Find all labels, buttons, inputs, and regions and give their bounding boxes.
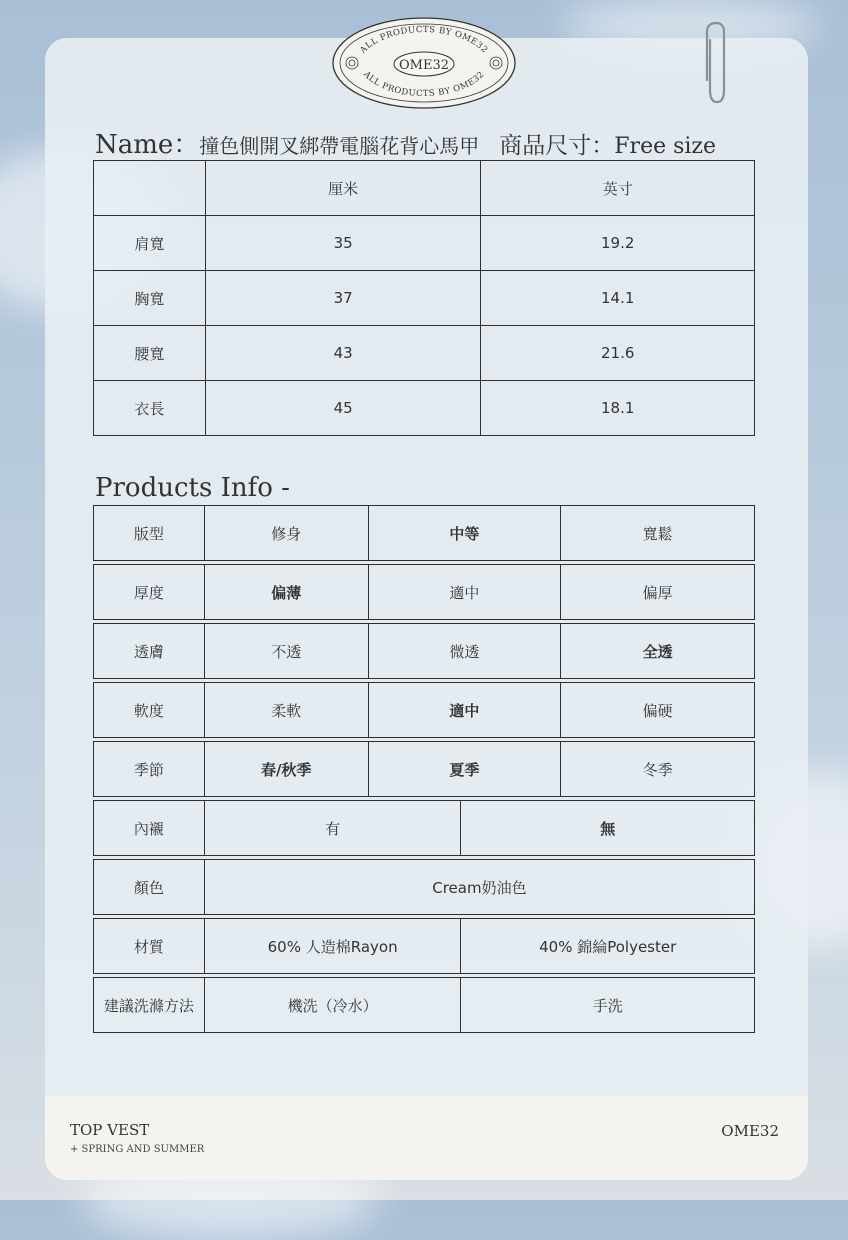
size-label: 商品尺寸：: [499, 133, 615, 159]
info-option: 60% 人造棉Rayon: [204, 919, 461, 974]
footer-title: TOP VEST: [70, 1121, 150, 1139]
info-option: Cream奶油色: [204, 860, 754, 915]
info-option-selected: 全透: [561, 624, 755, 679]
badge-center-text: OME32: [398, 58, 450, 73]
info-label: 建議洗滌方法: [94, 978, 205, 1033]
info-row-color: [93, 859, 755, 915]
table-row: [94, 326, 755, 381]
info-option: 不透: [204, 624, 368, 679]
inch-value: 14.1: [481, 271, 755, 326]
info-label: 內襯: [94, 801, 205, 856]
info-option: 修身: [204, 506, 368, 561]
cm-value: 35: [205, 216, 481, 271]
card-footer: [45, 1096, 808, 1180]
info-row-season: [93, 741, 755, 797]
table-header-cell: [94, 161, 206, 216]
inch-value: 18.1: [481, 381, 755, 436]
info-row-sheerness: [93, 623, 755, 679]
info-option: 機洗（冷水）: [204, 978, 461, 1033]
products-info-heading: Products Info -: [95, 473, 290, 503]
info-option: 有: [204, 801, 461, 856]
info-label: 軟度: [94, 683, 205, 738]
measurement-label: 衣長: [94, 381, 206, 436]
info-label: 厚度: [94, 565, 205, 620]
size-table: [93, 160, 755, 436]
info-option-selected: 適中: [368, 683, 561, 738]
info-option: 偏硬: [561, 683, 755, 738]
info-option-selected: 中等: [368, 506, 561, 561]
table-header-cell: 厘米: [205, 161, 481, 216]
info-label: 材質: [94, 919, 205, 974]
info-option: 寬鬆: [561, 506, 755, 561]
product-name: 撞色側開叉綁帶電腦花背心馬甲: [199, 134, 480, 158]
info-row-softness: [93, 682, 755, 738]
table-row: [94, 216, 755, 271]
inch-value: 19.2: [481, 216, 755, 271]
info-option: 冬季: [561, 742, 755, 797]
product-name-heading: [95, 124, 716, 161]
info-option: 柔軟: [204, 683, 368, 738]
measurement-label: 腰寬: [94, 326, 206, 381]
measurement-label: 肩寬: [94, 216, 206, 271]
footer-subtitle: + SPRING AND SUMMER: [70, 1144, 205, 1155]
info-row-thickness: [93, 564, 755, 620]
info-option: 手洗: [461, 978, 755, 1033]
cm-value: 43: [205, 326, 481, 381]
paperclip-icon: [702, 20, 728, 106]
info-row-lining: [93, 800, 755, 856]
size-value: Free size: [614, 134, 717, 159]
info-option: 適中: [368, 565, 561, 620]
info-row-material: [93, 918, 755, 974]
badge-top-text: ALL PRODUCTS BY OME32: [358, 24, 490, 56]
measurement-label: 胸寬: [94, 271, 206, 326]
table-header-cell: 英寸: [481, 161, 755, 216]
info-option: 微透: [368, 624, 561, 679]
table-row: [94, 271, 755, 326]
info-label: 透膚: [94, 624, 205, 679]
cm-value: 37: [205, 271, 481, 326]
info-row-fit: [93, 505, 755, 561]
info-option-selected: 偏薄: [204, 565, 368, 620]
cm-value: 45: [205, 381, 481, 436]
table-header-row: [94, 161, 755, 216]
table-row: [94, 381, 755, 436]
brand-badge-icon: [330, 16, 518, 110]
badge-bottom-text: ALL PRODUCTS BY OME32: [361, 69, 487, 100]
info-option: 偏厚: [561, 565, 755, 620]
info-option-selected: 春/秋季: [204, 742, 368, 797]
info-label: 版型: [94, 506, 205, 561]
info-option-selected: 夏季: [368, 742, 561, 797]
inch-value: 21.6: [481, 326, 755, 381]
name-label: Name：: [95, 130, 200, 160]
info-option: 40% 錦綸Polyester: [461, 919, 755, 974]
info-option-selected: 無: [461, 801, 755, 856]
footer-brand: OME32: [721, 1122, 779, 1140]
info-label: 季節: [94, 742, 205, 797]
info-row-washing: [93, 977, 755, 1033]
info-label: 顏色: [94, 860, 205, 915]
